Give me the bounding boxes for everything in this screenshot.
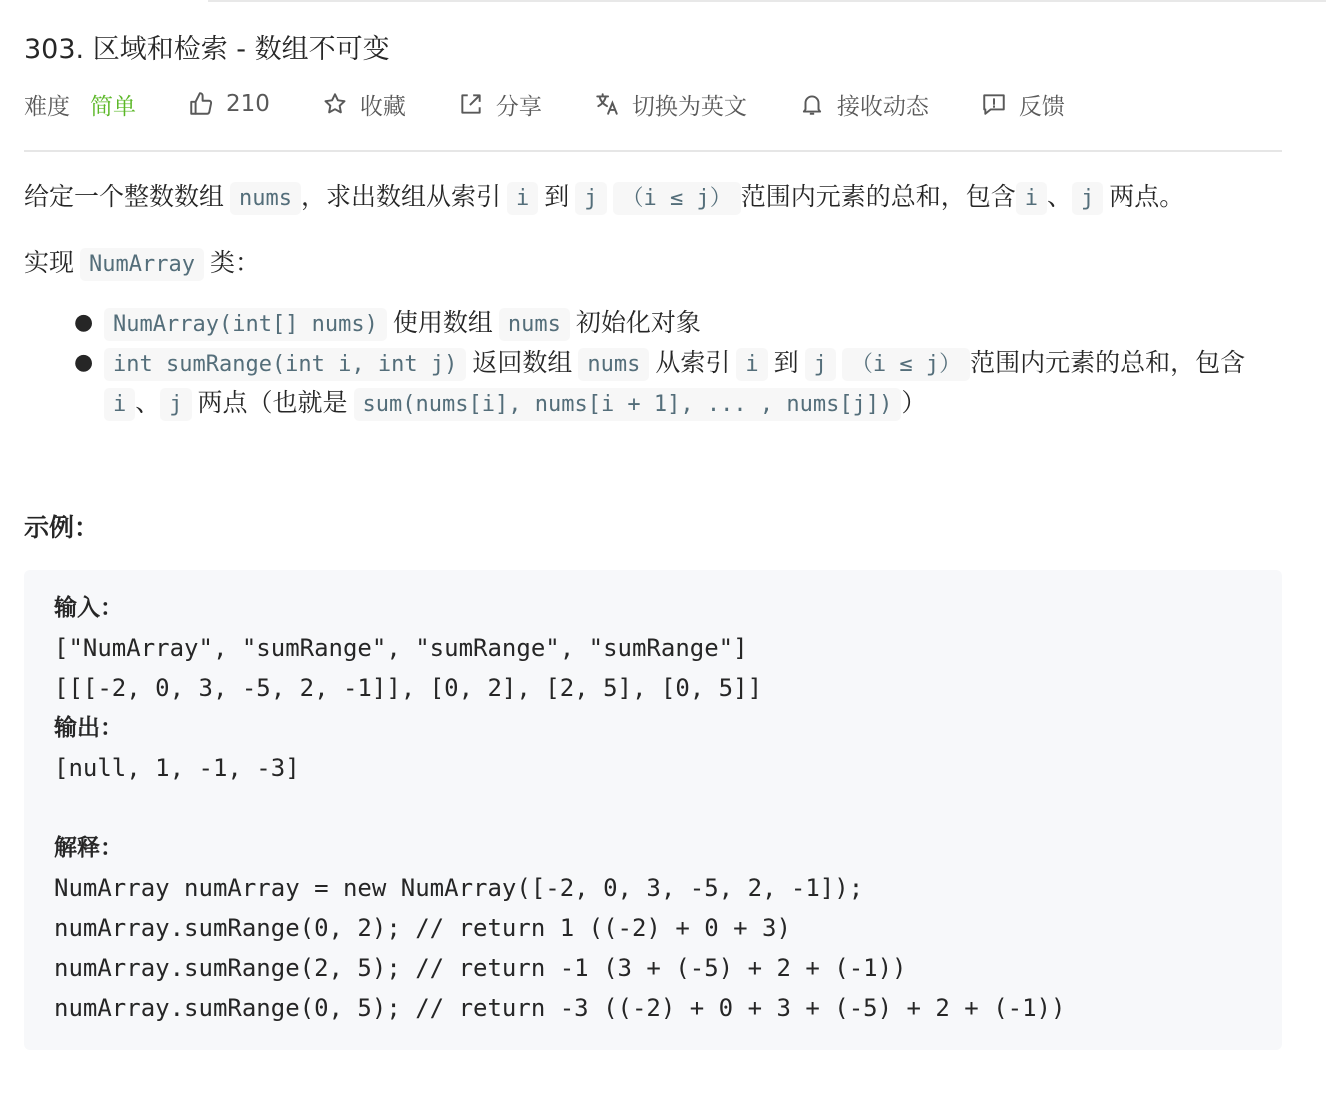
bullet: ●	[74, 350, 94, 375]
inline-code: j	[805, 348, 836, 381]
output-label: 输出：	[54, 715, 123, 741]
explain-label: 解释：	[54, 835, 123, 861]
problem-title: 303. 区域和检索 - 数组不可变	[24, 34, 390, 65]
inline-code: i	[507, 182, 538, 215]
text: 、	[1047, 182, 1073, 211]
output-line: [null, 1, -1, -3]	[54, 754, 300, 782]
text: 给定一个整数数组	[24, 182, 225, 211]
input-label: 输入：	[54, 595, 123, 621]
inline-code: j	[575, 182, 606, 215]
inline-code: nums	[578, 348, 649, 381]
description-paragraph-2	[24, 238, 1282, 290]
feedback-icon	[981, 91, 1007, 117]
subscribe-label: 接收动态	[836, 93, 929, 120]
inline-code: sum(nums[i], nums[i + 1], ... , nums[j])	[354, 388, 902, 421]
translate-label: 切换为英文	[631, 93, 747, 120]
top-rule	[208, 0, 1326, 2]
inline-code: NumArray(int[] nums)	[104, 308, 387, 341]
inline-code: i	[736, 348, 767, 381]
list-item	[74, 344, 1264, 424]
example-heading: 示例：	[24, 513, 100, 542]
share-icon	[458, 91, 484, 117]
text: 两点（也就是	[197, 388, 348, 417]
text: 类：	[209, 248, 260, 277]
feedback-button[interactable]	[981, 88, 1065, 121]
inline-code: nums	[499, 308, 570, 341]
share-label: 分享	[495, 93, 542, 120]
text: 范围内元素的总和，包含	[970, 348, 1246, 377]
text: ）	[901, 388, 927, 417]
inline-code: i	[1016, 182, 1047, 215]
text: 、	[135, 388, 161, 417]
like-button[interactable]	[188, 91, 270, 117]
text: ，求出数组从索引	[301, 182, 502, 211]
explain-line: numArray.sumRange(2, 5); // return -1 (3 + (-5) + 2 + (-1))	[54, 954, 907, 982]
explain-line: NumArray numArray = new NumArray([-2, 0, 3, -5, 2, -1]);	[54, 874, 864, 902]
problem-toolbar	[24, 84, 1117, 124]
text: 从索引	[655, 348, 731, 377]
star-icon	[322, 91, 348, 117]
text: 两点。	[1109, 182, 1185, 211]
text: 范围内元素的总和，包含	[740, 182, 1016, 211]
text: 到	[544, 182, 570, 211]
text: 初始化对象	[575, 308, 701, 337]
description-paragraph-1	[24, 172, 1282, 224]
inline-code: （i ≤ j）	[842, 348, 970, 381]
inline-code: NumArray	[80, 248, 204, 281]
difficulty-badge: 简单	[90, 93, 136, 120]
text: 使用数组	[392, 308, 493, 337]
bell-icon	[799, 91, 825, 117]
feedback-label: 反馈	[1018, 93, 1065, 120]
thumbs-up-icon	[188, 91, 214, 117]
difficulty-label: 难度	[24, 93, 70, 120]
problem-description	[24, 172, 1282, 424]
inline-code: int sumRange(int i, int j)	[104, 348, 466, 381]
list-item	[74, 304, 1282, 344]
inline-code: i	[104, 388, 135, 421]
bullet: ●	[74, 310, 94, 335]
favorite-label: 收藏	[359, 93, 406, 120]
inline-code: （i ≤ j）	[613, 182, 741, 215]
share-button[interactable]	[458, 88, 542, 121]
like-count: 210	[226, 91, 270, 117]
text: 实现	[24, 248, 75, 277]
text: 到	[773, 348, 799, 377]
explain-line: numArray.sumRange(0, 2); // return 1 ((-2) + 0 + 3)	[54, 914, 791, 942]
input-line: ["NumArray", "sumRange", "sumRange", "sumRange"]	[54, 634, 748, 662]
header-divider	[24, 150, 1282, 152]
input-line: [[[-2, 0, 3, -5, 2, -1]], [0, 2], [2, 5], [0, 5]]	[54, 674, 763, 702]
translate-icon	[594, 91, 620, 117]
inline-code: j	[160, 388, 191, 421]
method-list	[24, 304, 1282, 424]
explain-line: numArray.sumRange(0, 5); // return -3 ((-2) + 0 + 3 + (-5) + 2 + (-1))	[54, 994, 1066, 1022]
example-code-block	[24, 570, 1282, 1050]
favorite-button[interactable]	[322, 88, 406, 121]
inline-code: nums	[230, 182, 301, 215]
inline-code: j	[1072, 182, 1103, 215]
blank-line	[54, 788, 1252, 828]
translate-button[interactable]	[594, 88, 747, 121]
text: 返回数组	[472, 348, 573, 377]
subscribe-button[interactable]	[799, 88, 929, 121]
